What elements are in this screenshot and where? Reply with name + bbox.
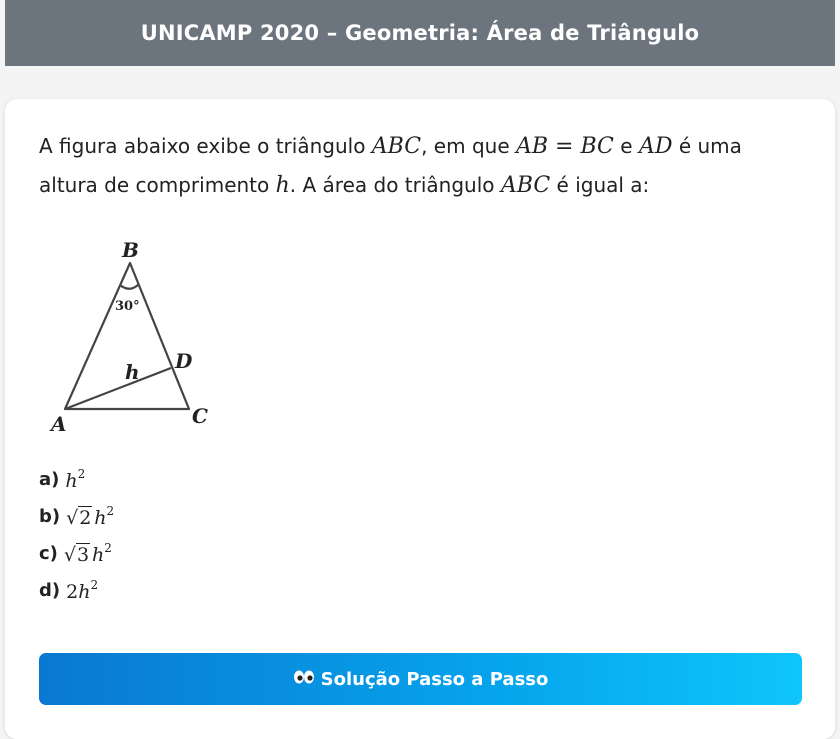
question-part-4: é uma altura de comprimento bbox=[39, 134, 742, 197]
option-var: h bbox=[94, 507, 107, 529]
option-a[interactable] bbox=[39, 461, 114, 498]
math-equals: = bbox=[548, 134, 581, 159]
option-radicand: 2 bbox=[79, 507, 92, 529]
option-exp: 2 bbox=[77, 467, 86, 481]
option-letter: d) bbox=[39, 580, 61, 601]
question-part-1: A figura abaixo exibe o triângulo bbox=[39, 134, 372, 158]
triangle-abc bbox=[65, 263, 189, 409]
question-part-6: é igual a: bbox=[550, 173, 650, 197]
math-abc: ABC bbox=[371, 134, 422, 159]
answer-options bbox=[39, 461, 114, 609]
solution-button-label: Solução Passo a Passo bbox=[320, 668, 549, 690]
math-h: h bbox=[275, 173, 290, 198]
question-card bbox=[5, 99, 835, 739]
option-var: h bbox=[65, 470, 78, 492]
option-d[interactable] bbox=[39, 572, 114, 609]
solution-button[interactable] bbox=[39, 653, 802, 705]
option-b[interactable] bbox=[39, 498, 114, 535]
vertex-label-a: A bbox=[51, 412, 67, 436]
angle-arc bbox=[120, 284, 139, 289]
triangle-figure bbox=[43, 237, 223, 437]
option-exp: 2 bbox=[90, 578, 99, 592]
math-ad: AD bbox=[638, 134, 673, 159]
option-coefficient: 2 bbox=[66, 581, 79, 603]
vertex-label-d: D bbox=[175, 349, 193, 373]
height-label-h: h bbox=[125, 360, 140, 384]
option-letter: c) bbox=[39, 543, 58, 564]
option-c[interactable] bbox=[39, 535, 114, 572]
page-title: UNICAMP 2020 – Geometria: Área de Triângulo bbox=[140, 21, 700, 45]
question-part-2: , em que bbox=[421, 134, 516, 158]
sqrt-symbol: √3 bbox=[63, 544, 90, 566]
vertex-label-c: C bbox=[192, 404, 208, 428]
math-abc-2: ABC bbox=[500, 173, 551, 198]
option-radicand: 3 bbox=[77, 544, 90, 566]
option-exp: 2 bbox=[106, 504, 115, 518]
page-header bbox=[5, 0, 835, 66]
option-var: h bbox=[78, 581, 91, 603]
eyes-icon bbox=[293, 669, 315, 689]
math-ab: AB bbox=[516, 134, 549, 159]
option-letter: b) bbox=[39, 506, 61, 527]
question-text bbox=[39, 127, 799, 205]
math-bc: BC bbox=[580, 134, 614, 159]
question-part-3: e bbox=[613, 134, 639, 158]
option-var: h bbox=[92, 544, 105, 566]
question-part-5: . A área do triângulo bbox=[289, 173, 501, 197]
option-exp: 2 bbox=[104, 541, 112, 555]
vertex-label-b: B bbox=[122, 238, 139, 262]
sqrt-symbol: √2 bbox=[66, 507, 92, 529]
option-letter: a) bbox=[39, 469, 60, 490]
angle-label: 30° bbox=[115, 299, 140, 314]
